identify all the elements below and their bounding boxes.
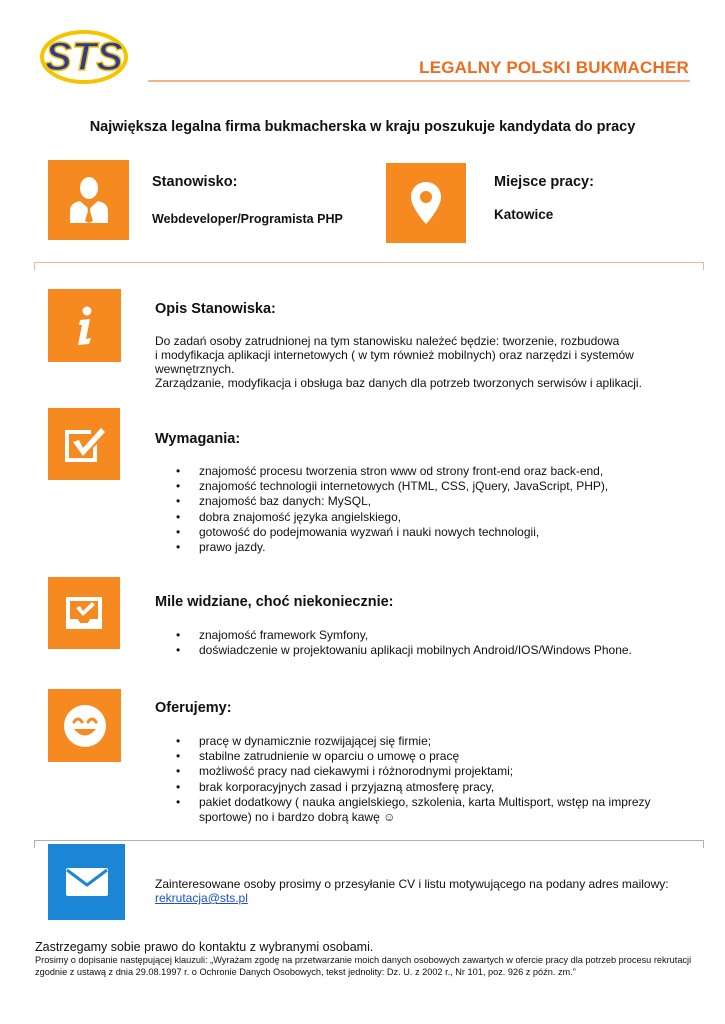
location-label: Miejsce pracy: xyxy=(494,174,594,190)
list-item: • brak korporacyjnych zasad i przyjazną atmosferę pracy, xyxy=(174,780,651,795)
position-tile xyxy=(48,160,129,240)
footer-note: Zastrzegamy sobie prawo do kontaktu z wybranymi osobami. xyxy=(35,940,374,954)
section-divider xyxy=(34,840,704,848)
description-line: Zarządzanie, modyfikacja i obsługa baz danych dla potrzeb tworzonych serwisów i aplikacji. xyxy=(155,376,642,390)
contact-email-link[interactable]: rekrutacja@sts.pl xyxy=(155,891,248,905)
list-item: • znajomość baz danych: MySQL, xyxy=(174,494,608,509)
inbox-check-icon xyxy=(64,595,104,631)
checkbox-icon xyxy=(61,424,107,464)
requirements-tile xyxy=(48,408,120,480)
description-line: wewnętrznych. xyxy=(155,362,235,376)
gdpr-clause: Prosimy o dopisanie następującej klauzuli: „Wyrażam zgodę na przetwarzanie moich danych osobowych zawartych w ofercie pracy dla potrzeb procesu rekrutacji zgodnie z ustawą z dnia 29.08.1997 r. o Ochronie Danych Osobowych, tekst jednolity: Dz. U. z 2002 r., Nr 101, poz. 926 z późn. zm.” xyxy=(35,955,692,977)
position-label: Stanowisko: xyxy=(152,174,238,190)
description-tile xyxy=(48,289,121,362)
list-item: • pakiet dodatkowy ( nauka angielskiego, szkolenia, karta Multisport, wstęp na imprezy xyxy=(174,795,651,810)
offer-tile xyxy=(48,689,121,762)
location-value: Katowice xyxy=(494,207,554,222)
location-pin-icon xyxy=(409,180,443,226)
section-divider xyxy=(34,262,704,270)
list-item: • możliwość pracy nad ciekawymi i różnorodnymi projektami; xyxy=(174,764,651,779)
description-line: i modyfikacja aplikacji internetowych ( w tym również mobilnych) oraz narzędzi i systemów xyxy=(155,348,634,362)
position-value: Webdeveloper/Programista PHP xyxy=(152,212,343,226)
contact-text: Zainteresowane osoby prosimy o przesyłanie CV i listu motywującego na podany adres mailowy: xyxy=(155,877,669,891)
location-tile xyxy=(386,163,466,243)
list-item: • gotowość do podejmowania wyzwań i nauki nowych technologii, xyxy=(174,525,608,540)
person-icon xyxy=(66,175,112,225)
logo-lettering: STS xyxy=(45,35,123,79)
requirements-title: Wymagania: xyxy=(155,431,241,447)
nice-to-have-list xyxy=(174,628,632,658)
sts-logo xyxy=(38,24,130,86)
offer-title: Oferujemy: xyxy=(155,700,232,716)
nice-to-have-title: Mile widziane, choć niekoniecznie: xyxy=(155,594,394,610)
contact-tile xyxy=(48,844,125,920)
envelope-icon xyxy=(65,867,109,897)
info-icon xyxy=(74,306,96,346)
requirements-list xyxy=(174,464,608,555)
list-item: • dobra znajomość języka angielskiego, xyxy=(174,510,608,525)
list-item: • stabilne zatrudnienie w oparciu o umowę o pracę xyxy=(174,749,651,764)
description-line: Do zadań osoby zatrudnionej na tym stanowisku należeć będzie: tworzenie, rozbudowa xyxy=(155,334,620,348)
tagline: LEGALNY POLSKI BUKMACHER xyxy=(419,58,689,77)
nice-to-have-tile xyxy=(48,577,120,649)
list-item: • znajomość framework Symfony, xyxy=(174,628,632,643)
list-item: • doświadczenie w projektowaniu aplikacji mobilnych Android/IOS/Windows Phone. xyxy=(174,643,632,658)
list-item: • znajomość technologii internetowych (HTML, CSS, jQuery, JavaScript, PHP), xyxy=(174,479,608,494)
list-item: • prawo jazdy. xyxy=(174,540,608,555)
smiley-icon xyxy=(63,704,107,748)
list-item: • znajomość procesu tworzenia stron www od strony front-end oraz back-end, xyxy=(174,464,608,479)
list-item: • pracę w dynamicznie rozwijającej się firmie; xyxy=(174,734,651,749)
offer-list xyxy=(174,734,651,825)
header-divider xyxy=(148,80,690,82)
description-title: Opis Stanowiska: xyxy=(155,301,276,317)
list-item-continuation: sportowe) no i bardzo dobrą kawę ☺ xyxy=(199,810,396,825)
page-headline: Największa legalna firma bukmacherska w kraju poszukuje kandydata do pracy xyxy=(89,119,636,135)
